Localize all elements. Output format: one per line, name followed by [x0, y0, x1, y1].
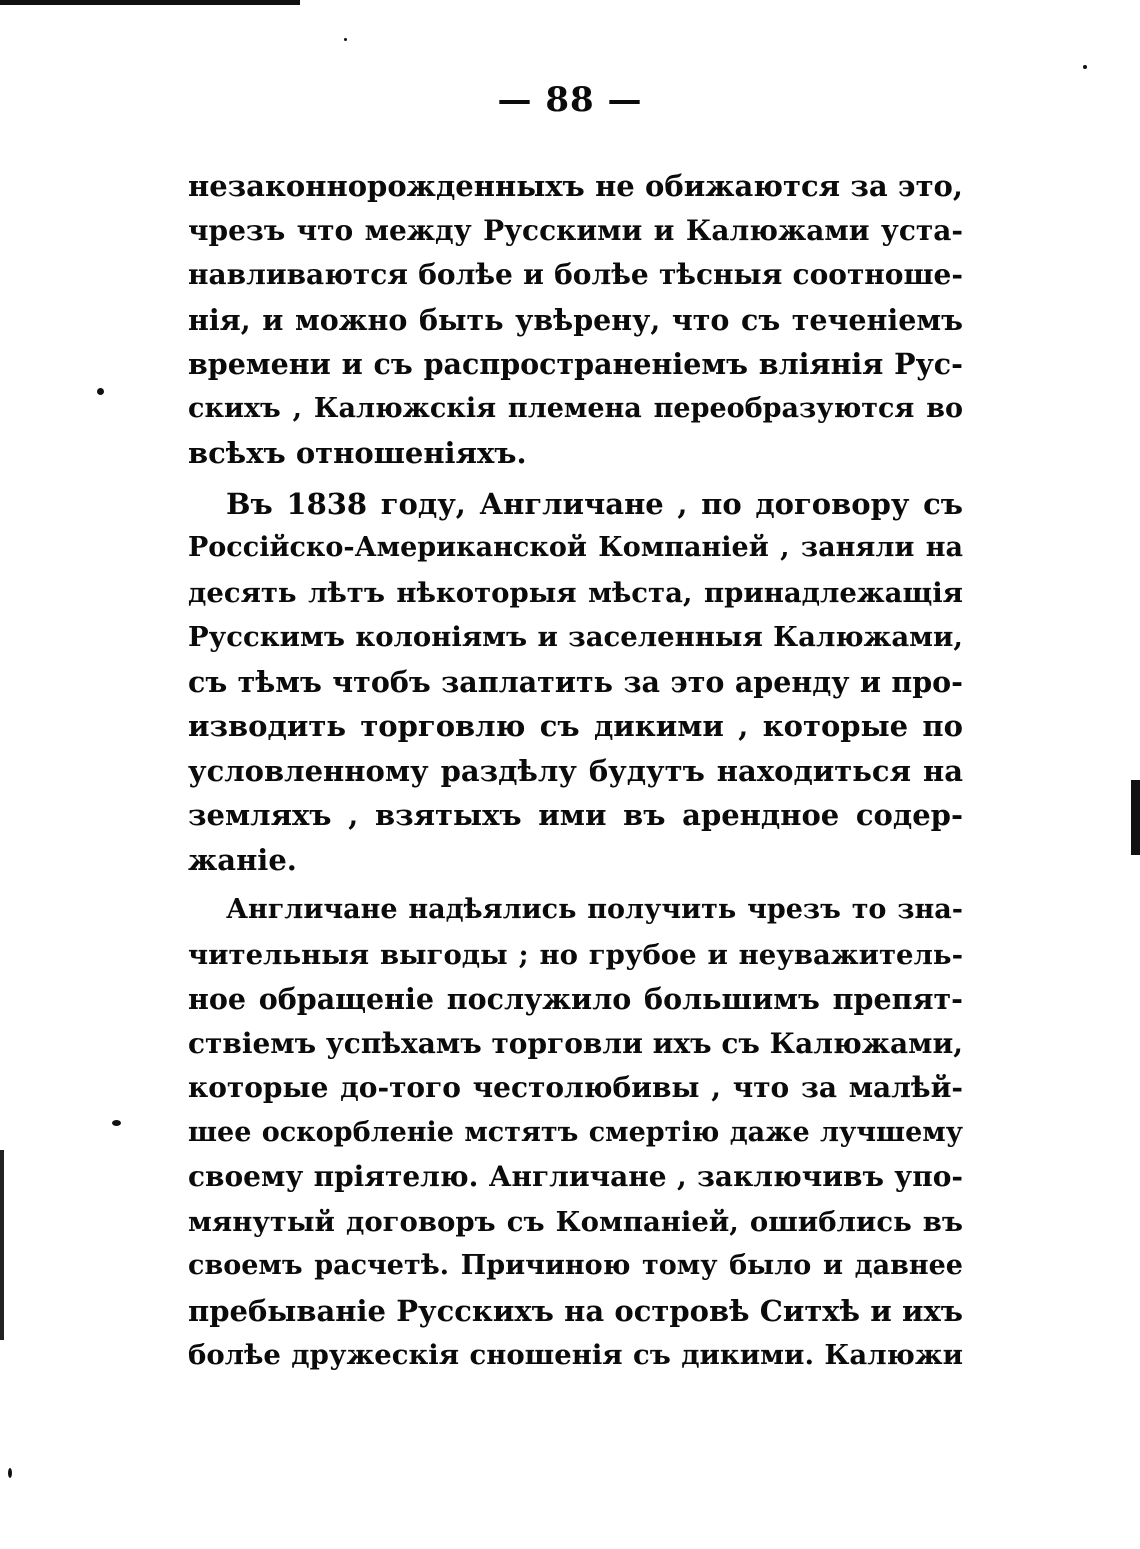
text-line: всѣхъ отношеніяхъ. — [188, 436, 527, 470]
speck — [97, 388, 104, 395]
scan-edge-top — [0, 0, 300, 5]
text-line: Россійско-Американской Компаніей , заняли на — [188, 532, 963, 563]
text-line: чрезъ что между Русскими и Калюжами уста- — [188, 213, 963, 247]
text-line: ное обращеніе послужило большимъ препят- — [188, 982, 963, 1016]
text-line: нія, и можно быть увѣрену, что съ теченіемъ — [188, 302, 963, 337]
speck — [8, 1468, 12, 1478]
page-text — [188, 164, 963, 1378]
text-line: времени и съ распространеніемъ вліянія Рус- — [188, 347, 963, 381]
text-line: пребываніе Русскихъ на островѣ Ситхѣ и ихъ — [188, 1293, 963, 1328]
speck — [112, 1120, 121, 1126]
text-line: жаніе. — [188, 842, 297, 877]
text-line: Въ 1838 году, Англичане , по договору съ — [226, 486, 963, 521]
paragraph — [188, 164, 963, 476]
text-line: своемъ расчетѣ. Причиною тому было и давнее — [188, 1250, 963, 1281]
text-line: десять лѣтъ нѣкоторыя мѣста, принадлежащія — [188, 576, 963, 609]
text-line: болѣе дружескія сношенія съ дикими. Калюжи — [188, 1339, 963, 1371]
text-line: земляхъ , взятыхъ ими въ арендное содер- — [188, 798, 963, 832]
text-line: ствіемъ успѣхамъ торговли ихъ съ Калюжами, — [188, 1026, 963, 1060]
text-line: мянутый договоръ съ Компаніей, ошиблись въ — [188, 1205, 963, 1238]
text-line: своему пріятелю. Англичане , заключивъ упо- — [188, 1160, 963, 1193]
page-number: — 88 — — [497, 80, 643, 120]
text-line: изводить торговлю съ дикими , которые по — [188, 709, 963, 743]
scan-edge-left — [0, 1150, 4, 1340]
text-line: скихъ , Калюжскія племена переобразуются во — [188, 392, 963, 424]
text-line: съ тѣмъ чтобъ заплатить за это аренду и про- — [188, 664, 963, 699]
paragraph — [188, 888, 963, 1378]
text-line: незаконнорожденныхъ не обижаются за это, — [188, 169, 963, 203]
speck — [344, 38, 347, 41]
text-line: условленному раздѣлу будутъ находиться на — [188, 753, 963, 788]
text-line: которые до-того честолюбивы , что за малѣй- — [188, 1071, 963, 1104]
text-line: Русскимъ колоніямъ и заселенныя Калюжами, — [188, 621, 963, 653]
text-line: чительныя выгоды ; но грубое и неуважитель- — [188, 938, 963, 971]
scan-edge-right — [1131, 780, 1140, 855]
speck — [1083, 65, 1087, 69]
text-line: Англичане надѣялись получить чрезъ то зна- — [226, 894, 963, 925]
text-line: навливаются болѣе и болѣе тѣсныя соотноше- — [188, 258, 963, 291]
text-line: шее оскорбленіе мстятъ смертію даже лучшему — [188, 1116, 963, 1148]
paragraph — [188, 482, 963, 883]
